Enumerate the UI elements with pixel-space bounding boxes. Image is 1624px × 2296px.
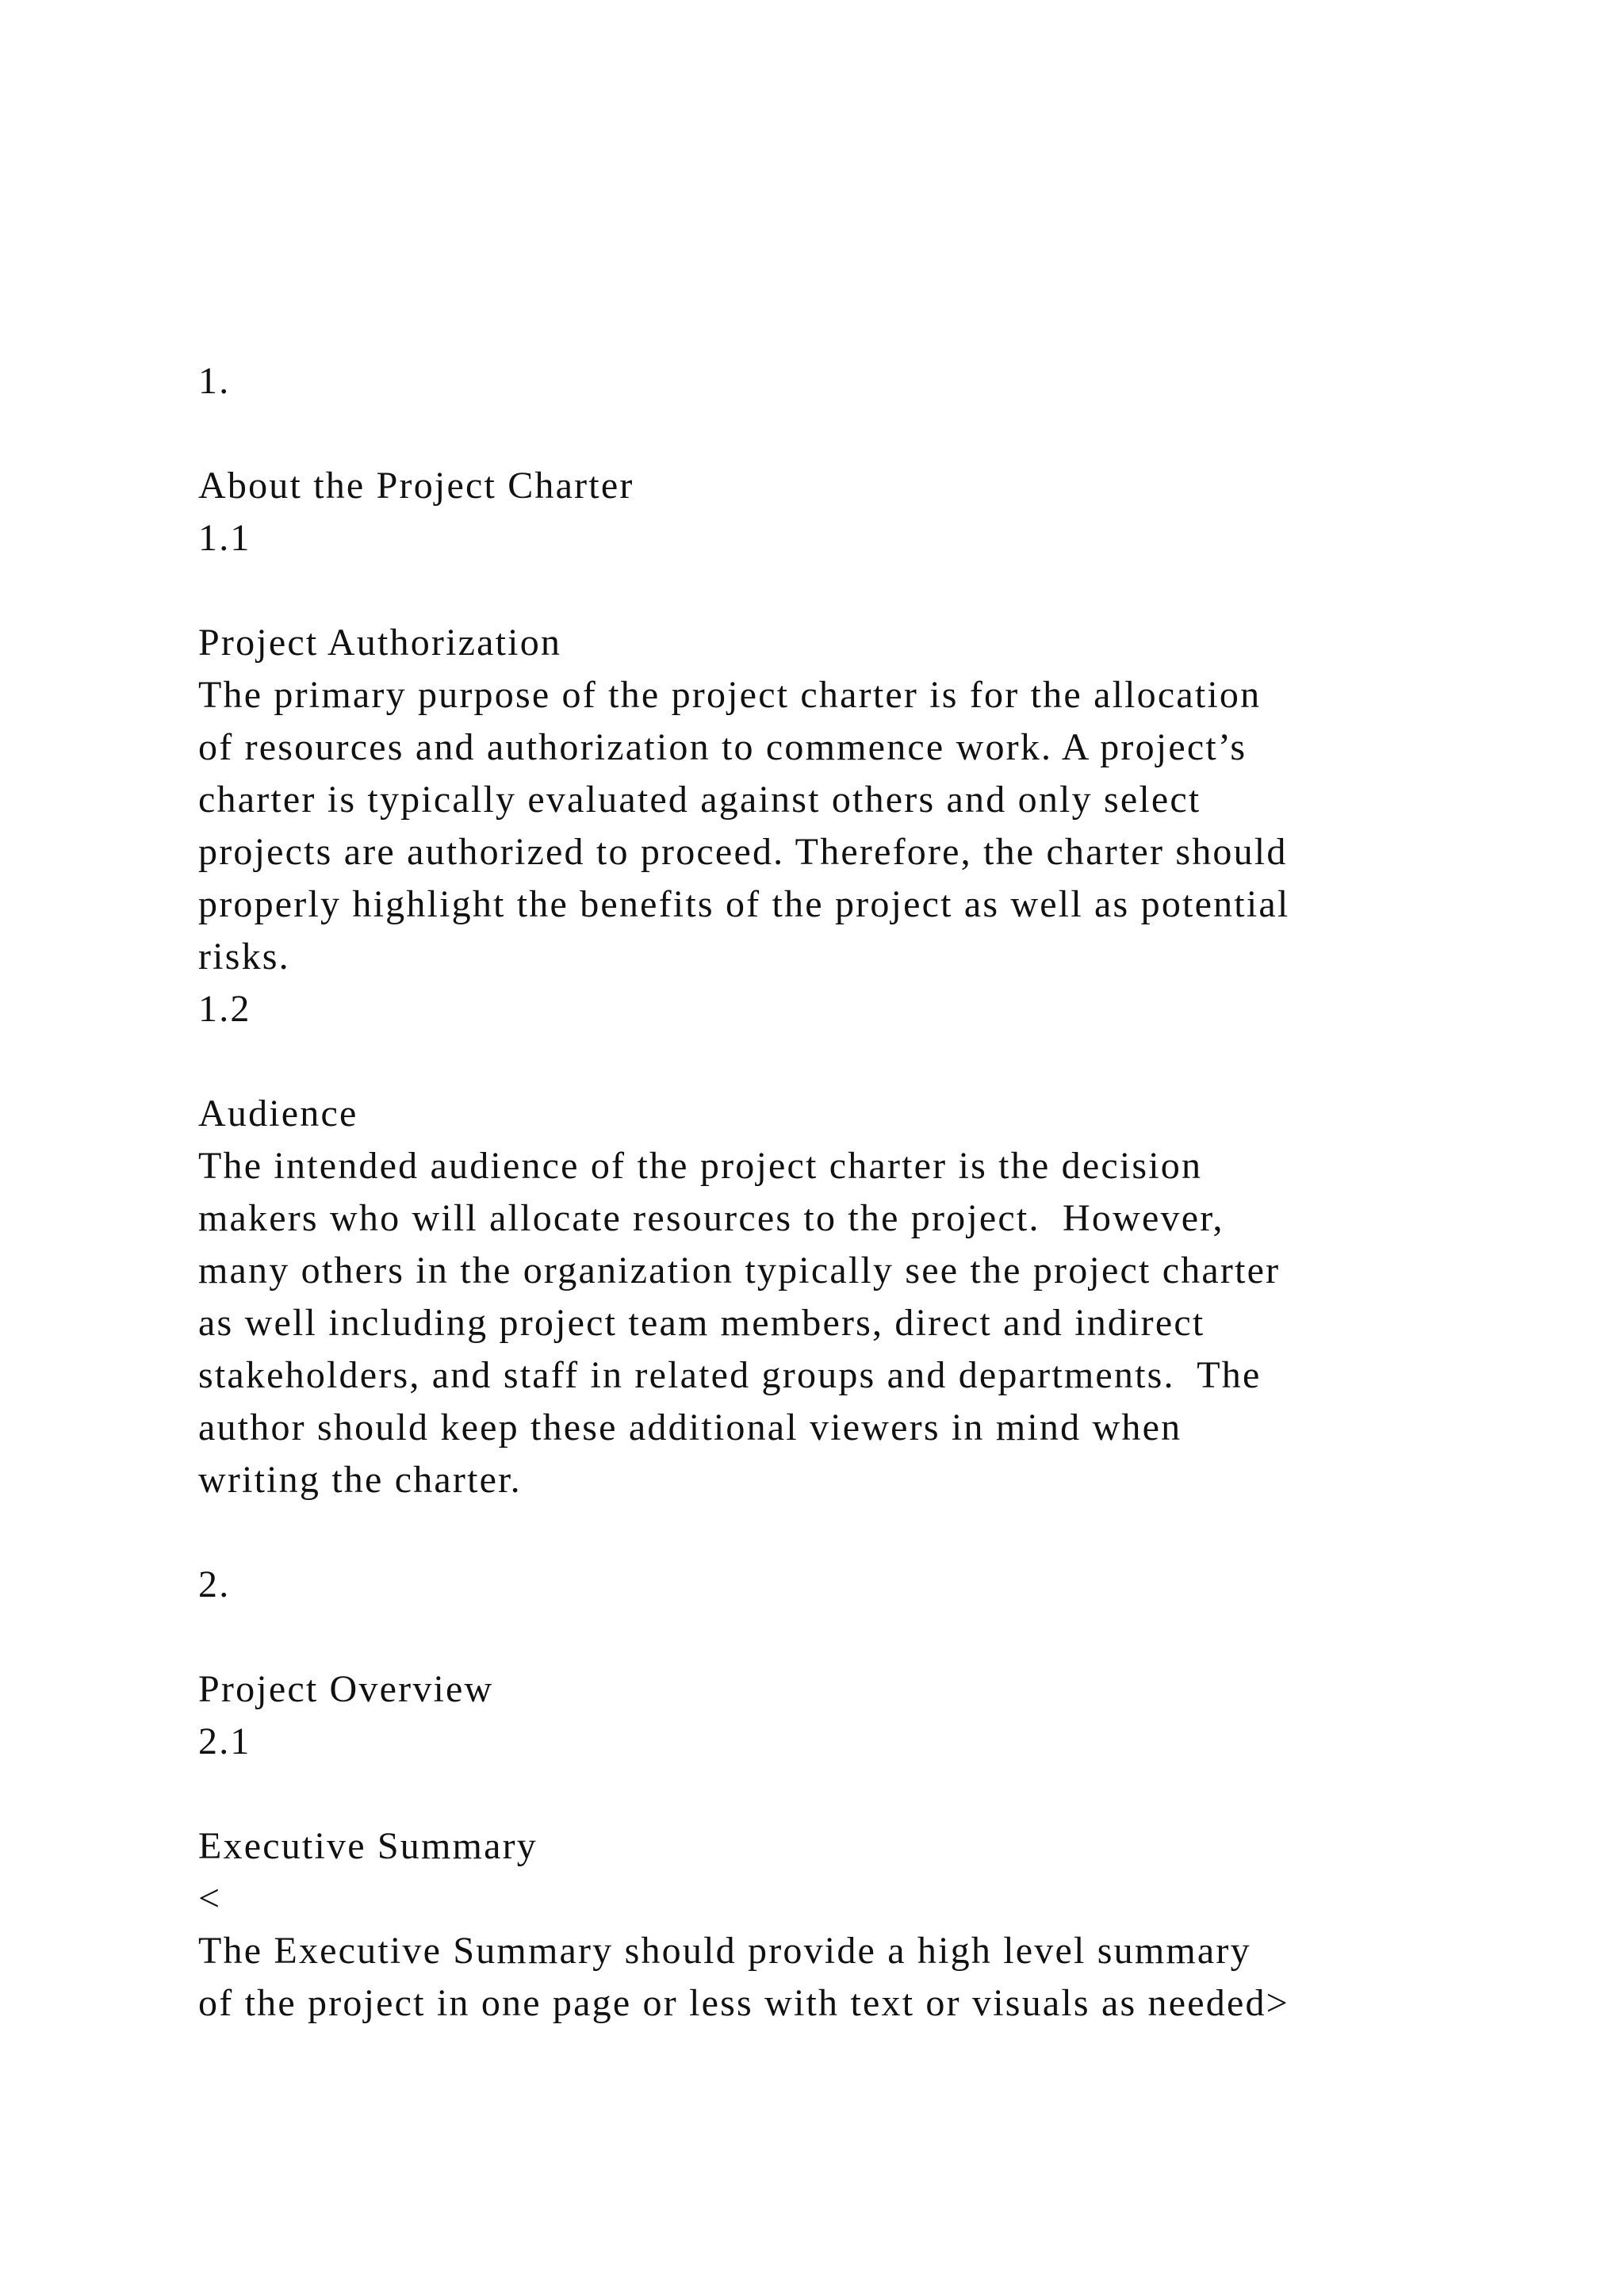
paragraph-line: < [198,1877,222,1919]
paragraph-line: properly highlight the benefits of the project as well as potential [198,883,1290,925]
spacer [198,408,1530,460]
subsection-title: Executive Summary [198,1825,538,1867]
section-number: 1. [198,360,231,402]
paragraph-line: charter is typically evaluated against others and only select [198,779,1201,821]
paragraph-line: author should keep these additional viewers in mind when [198,1406,1182,1448]
paragraph-line: risks. [198,936,290,978]
paragraph-line: writing the charter. [198,1459,522,1501]
spacer [198,1035,1530,1088]
section-title: About the Project Charter [198,465,634,507]
paragraph-line: of resources and authorization to commence work. A project’s [198,726,1247,768]
paragraph-line: many others in the organization typically see the project charter [198,1249,1281,1292]
subsection-number: 1.1 [198,517,251,559]
spacer [198,1506,1530,1559]
paragraph-line: makers who will allocate resources to the project. However, [198,1197,1224,1239]
paragraph-line: of the project in one page or less with text or visuals as needed> [198,1982,1289,2024]
spacer [198,1611,1530,1663]
spacer [198,564,1530,617]
subsection-title: Project Authorization [198,622,562,664]
subsection-title: Audience [198,1093,358,1135]
section-number: 2. [198,1563,231,1605]
document-page [198,355,1530,2030]
paragraph-line: as well including project team members, direct and indirect [198,1302,1205,1344]
section-title: Project Overview [198,1668,494,1710]
paragraph-line: projects are authorized to proceed. Therefore, the charter should [198,831,1288,873]
paragraph-line: The Executive Summary should provide a high level summary [198,1930,1251,1972]
paragraph-line: stakeholders, and staff in related groups and departments. The [198,1354,1262,1396]
subsection-number: 1.2 [198,988,251,1030]
paragraph-line: The primary purpose of the project charter is for the allocation [198,674,1262,716]
paragraph-line: The intended audience of the project charter is the decision [198,1145,1203,1187]
subsection-number: 2.1 [198,1720,251,1762]
spacer [198,1768,1530,1820]
